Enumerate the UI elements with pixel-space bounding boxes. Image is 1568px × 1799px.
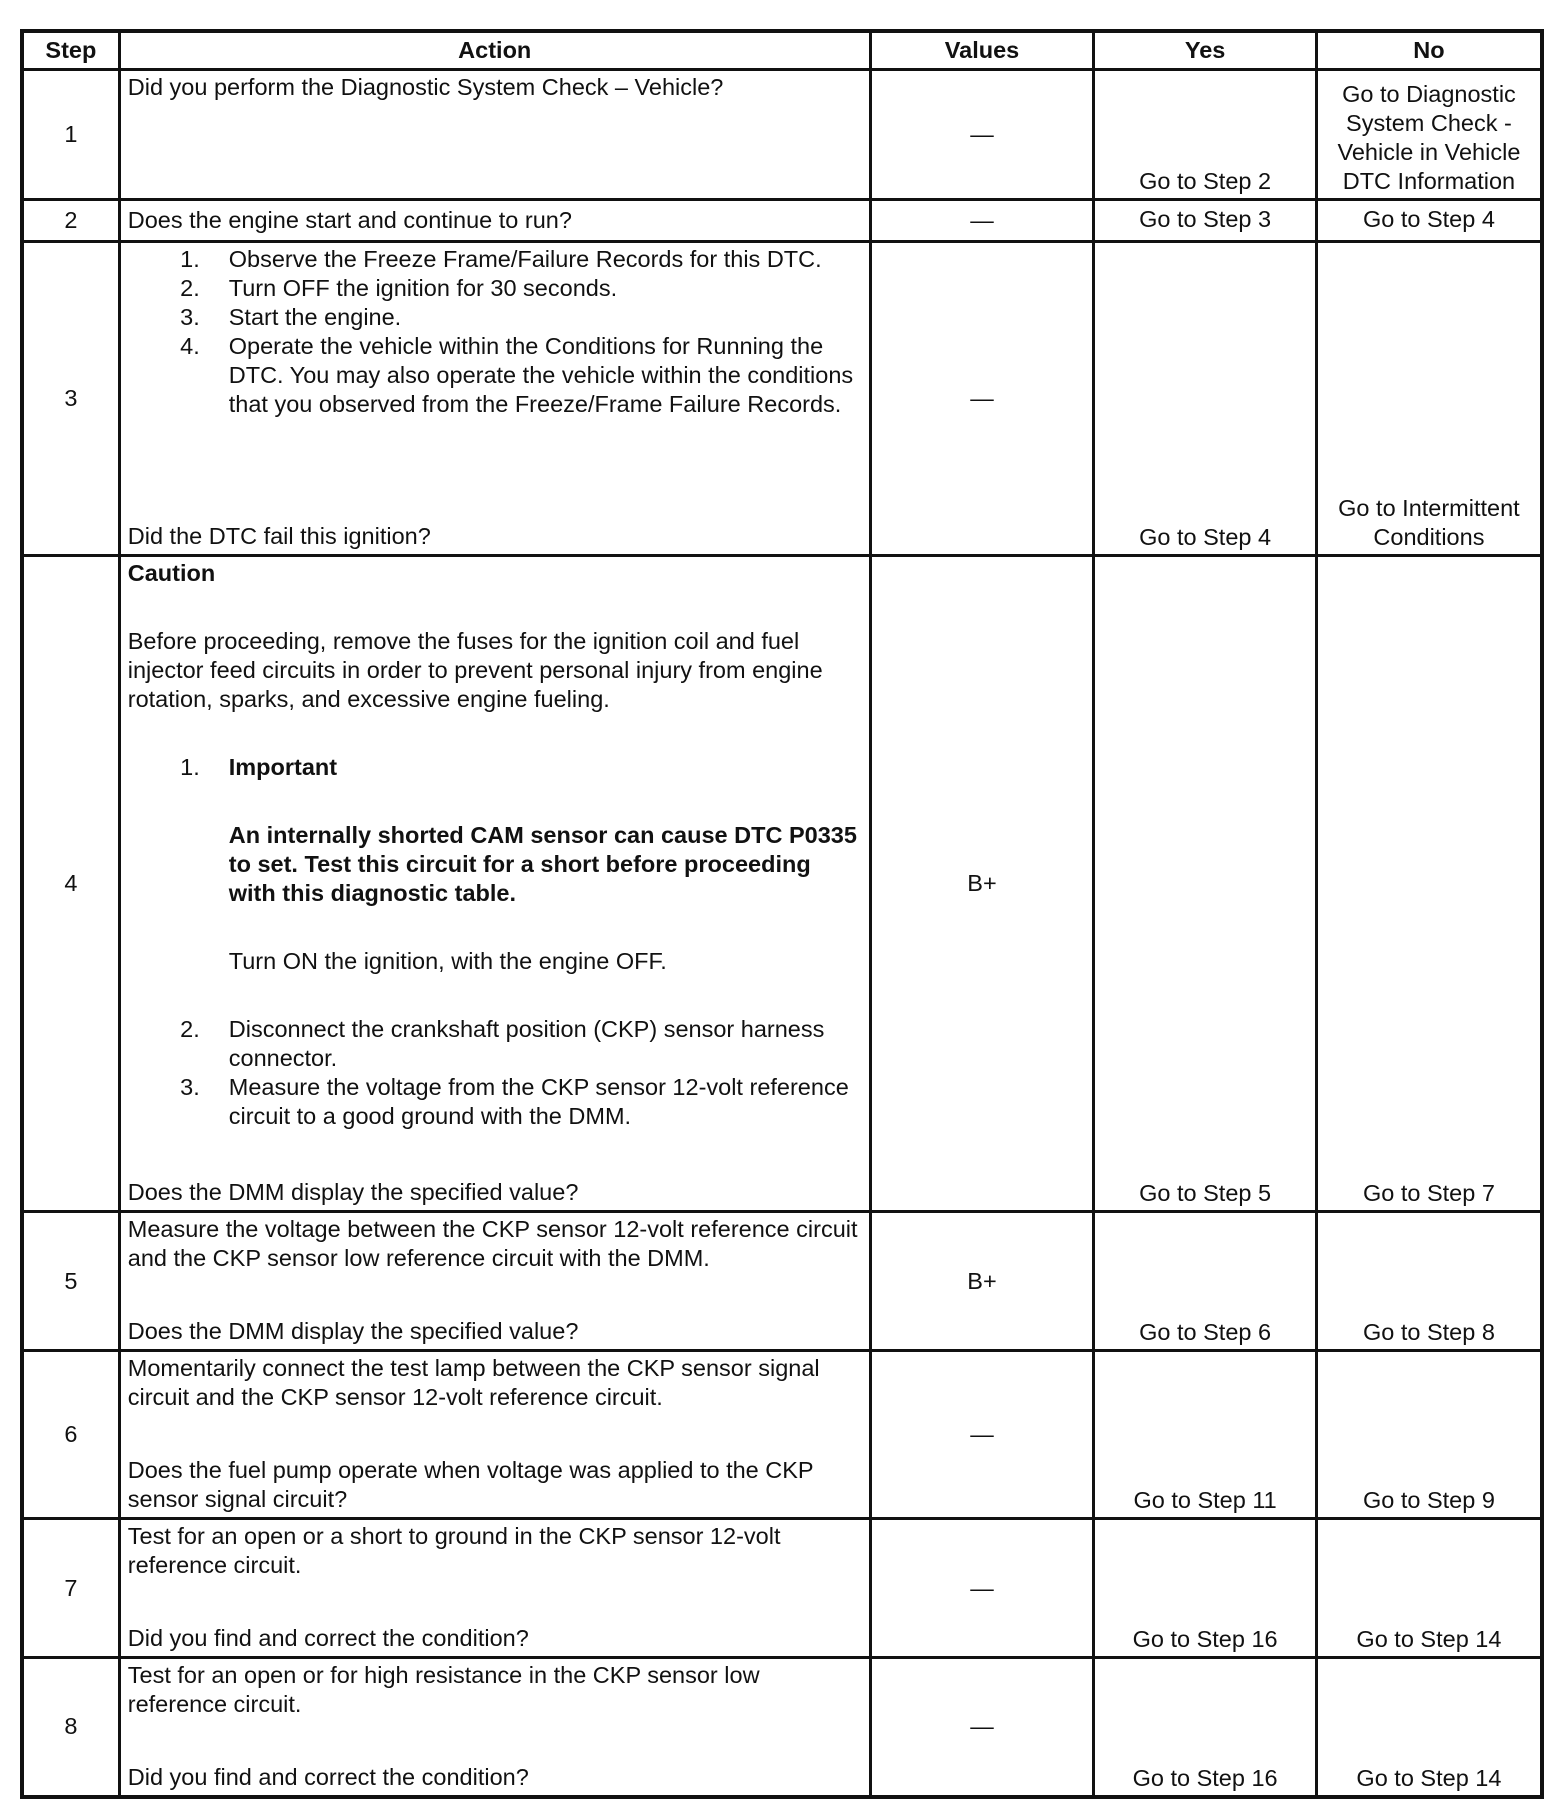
list-item: 2. Disconnect the crankshaft position (CKP) sensor harness connector. <box>180 1016 825 1071</box>
step-number: 3 <box>22 242 119 556</box>
value-cell: — <box>870 1658 1094 1797</box>
header-row <box>22 31 1542 70</box>
action-text: Test for an open or for high resistance in the CKP sensor low reference circuit. <box>127 1662 760 1717</box>
table-row <box>22 1658 1542 1797</box>
action-steps-list <box>128 753 863 1131</box>
table-row <box>22 1351 1542 1519</box>
no-cell: Go to Intermittent Conditions <box>1316 242 1542 556</box>
no-cell: Go to Step 9 <box>1316 1351 1542 1519</box>
caution-text: Before proceeding, remove the fuses for the ignition coil and fuel injector feed circuits in order to prevent personal injury from engine rotation, sparks, and excessive engine fueling. <box>127 628 823 712</box>
yes-cell: Go to Step 6 <box>1094 1212 1317 1351</box>
table-row <box>22 200 1542 242</box>
action-text: Momentarily connect the test lamp between the CKP sensor signal circuit and the CKP sensor 12-volt reference circuit. <box>127 1355 820 1410</box>
action-question: Does the engine start and continue to run? <box>127 206 572 233</box>
yes-cell: Go to Step 5 <box>1094 556 1317 1212</box>
no-cell: Go to Step 14 <box>1316 1519 1542 1658</box>
list-item: 1. Observe the Freeze Frame/Failure Records for this DTC. <box>180 246 822 272</box>
action-cell <box>119 1519 870 1658</box>
action-cell <box>119 242 870 556</box>
value-cell: — <box>870 1351 1094 1519</box>
diagnostic-table <box>20 29 1544 1799</box>
action-question: Did you perform the Diagnostic System Check – Vehicle? <box>127 74 724 100</box>
table-row <box>22 1519 1542 1658</box>
yes-cell: Go to Step 2 <box>1094 70 1317 200</box>
list-item: 1. Important An internally shorted CAM sensor can cause DTC P0335 to set. Test this circuit for a short before proceeding with this diagnostic table. Turn ON the ignition, with the engine OFF. <box>128 753 863 976</box>
no-cell: Go to Diagnostic System Check - Vehicle in Vehicle DTC Information <box>1316 70 1542 200</box>
action-text: Measure the voltage between the CKP sensor 12-volt reference circuit and the CKP sensor low reference circuit with the DMM. <box>127 1216 858 1271</box>
action-cell <box>119 1658 870 1797</box>
header-action: Action <box>119 31 870 70</box>
action-cell <box>119 200 870 242</box>
no-cell: Go to Step 7 <box>1316 556 1542 1212</box>
action-question: Did you find and correct the condition? <box>127 1764 529 1790</box>
step-number: 2 <box>22 200 119 242</box>
action-question: Did the DTC fail this ignition? <box>127 523 431 549</box>
step-number: 8 <box>22 1658 119 1797</box>
action-cell <box>119 70 870 200</box>
diagnostic-table-frame <box>20 29 1544 1799</box>
step-number: 5 <box>22 1212 119 1351</box>
yes-cell: Go to Step 4 <box>1094 242 1317 556</box>
list-item: 3. Start the engine. <box>180 304 402 330</box>
header-no: No <box>1316 31 1542 70</box>
header-values: Values <box>870 31 1094 70</box>
value-cell: — <box>870 200 1094 242</box>
header-step: Step <box>22 31 119 70</box>
caution-title: Caution <box>127 560 216 586</box>
important-text: An internally shorted CAM sensor can cause DTC P0335 to set. Test this circuit for a short before proceeding with this diagnostic table. <box>228 822 857 906</box>
action-text: Test for an open or a short to ground in the CKP sensor 12-volt reference circuit. <box>127 1523 781 1578</box>
value-cell: — <box>870 70 1094 200</box>
table-row <box>22 242 1542 556</box>
important-title: Important <box>228 754 338 780</box>
value-cell: B+ <box>870 1212 1094 1351</box>
yes-cell: Go to Step 11 <box>1094 1351 1317 1519</box>
action-question: Does the fuel pump operate when voltage was applied to the CKP sensor signal circuit? <box>127 1457 814 1512</box>
step-number: 1 <box>22 70 119 200</box>
step-number: 6 <box>22 1351 119 1519</box>
table-row <box>22 1212 1542 1351</box>
no-cell: Go to Step 8 <box>1316 1212 1542 1351</box>
list-item: 3. Measure the voltage from the CKP sensor 12-volt reference circuit to a good ground with the DMM. <box>180 1074 849 1129</box>
yes-cell: Go to Step 16 <box>1094 1658 1317 1797</box>
yes-cell: Go to Step 16 <box>1094 1519 1317 1658</box>
step-number: 4 <box>22 556 119 1212</box>
step-text: Turn ON the ignition, with the engine OFF. <box>228 948 667 974</box>
header-yes: Yes <box>1094 31 1317 70</box>
table-row <box>22 556 1542 1212</box>
value-cell: — <box>870 1519 1094 1658</box>
list-item: 2. Turn OFF the ignition for 30 seconds. <box>180 275 618 301</box>
no-cell: Go to Step 14 <box>1316 1658 1542 1797</box>
step-number: 7 <box>22 1519 119 1658</box>
action-cell <box>119 1351 870 1519</box>
action-question: Does the DMM display the specified value? <box>127 1318 579 1344</box>
value-cell: B+ <box>870 556 1094 1212</box>
value-cell: — <box>870 242 1094 556</box>
action-question: Did you find and correct the condition? <box>127 1625 529 1651</box>
list-item: 4. Operate the vehicle within the Conditions for Running the DTC. You may also operate the vehicle within the conditions that you observed from the Freeze/Frame Failure Records. <box>180 333 854 417</box>
action-cell <box>119 556 870 1212</box>
action-steps-list <box>128 245 863 419</box>
action-question: Does the DMM display the specified value? <box>127 1179 579 1205</box>
table-row <box>22 70 1542 200</box>
no-cell: Go to Step 4 <box>1316 200 1542 242</box>
yes-cell: Go to Step 3 <box>1094 200 1317 242</box>
action-cell <box>119 1212 870 1351</box>
